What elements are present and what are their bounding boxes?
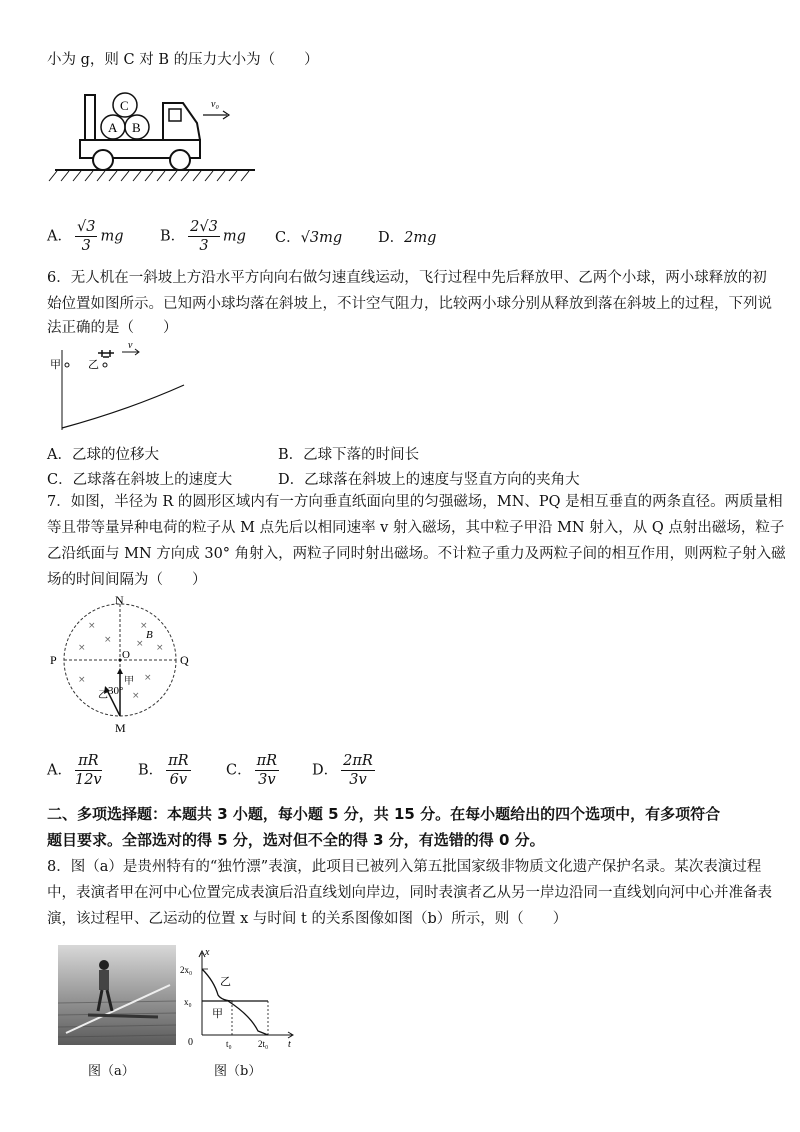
q8-stem-line-1: 8．图（a）是贵州特有的“独竹漂”表演，此项目已被列入第五批国家级非物质文化遗产保护名录。某次表演过程 [47, 859, 762, 875]
q5-stem-tail: 小为 g，则 C 对 B 的压力大小为（ ） [47, 52, 319, 68]
q6-option-d[interactable]: D．乙球落在斜坡上的速度与竖直方向的夹角大 [278, 472, 580, 488]
q8-position-time-graph [178, 945, 298, 1050]
ball-a-label: A [108, 120, 118, 135]
q7-magnetic-field-figure [48, 593, 208, 738]
figure-a-caption: 图（a） [88, 1064, 135, 1079]
ball-b-label: B [132, 120, 141, 135]
q7-stem-line-1: 7．如图，半径为 R 的圆形区域内有一方向垂直纸面向里的匀强磁场，MN、PQ 是相互垂直的两条直径。两质量相 [47, 494, 783, 510]
drone-velocity-label: v [128, 340, 133, 351]
svg-text:×: × [132, 691, 140, 701]
graph-origin-label: 0 [188, 1037, 193, 1048]
point-n-label: N [115, 593, 124, 607]
point-m-label: M [115, 721, 126, 735]
q5-truck-figure [55, 85, 255, 185]
q5-option-d[interactable]: D．2mg [378, 230, 437, 246]
field-b-label: B [146, 629, 153, 641]
velocity-label: v₀ [211, 99, 219, 110]
svg-text:×: × [88, 621, 96, 631]
q6-option-b[interactable]: B．乙球下落的时间长 [278, 447, 420, 463]
q6-stem-line-2: 始位置如图所示。已知两小球均落在斜坡上，不计空气阻力，比较两小球分别从释放到落在斜坡上的过程，下列说 [47, 296, 772, 312]
q5-option-c[interactable]: C．√3mg [275, 230, 343, 246]
q7-option-b[interactable]: B． $\frac{\pi R}{6v}$ [138, 753, 189, 788]
svg-text:×: × [156, 643, 164, 653]
graph-t1-label: t₀ [226, 1039, 232, 1049]
svg-text:×: × [78, 675, 86, 685]
q6-stem-line-1: 6．无人机在一斜坡上方沿水平方向向右做匀速直线运动，飞行过程中先后释放甲、乙两个小球，两小球释放的初 [47, 270, 767, 286]
ball-yi-label: 乙 [88, 358, 99, 371]
q7-option-a[interactable]: A． $\frac{\pi R}{12v}$ [47, 753, 102, 788]
q6-option-c[interactable]: C．乙球落在斜坡上的速度大 [47, 472, 233, 488]
angle-label: 30° [108, 685, 124, 697]
graph-t2-label: 2t₀ [258, 1039, 269, 1049]
graph-y-axis-label: x [205, 947, 210, 958]
figure-b-caption: 图（b） [214, 1064, 262, 1079]
curve-yi-label: 乙 [220, 975, 231, 988]
svg-text:×: × [140, 621, 148, 631]
ball-c-label: C [120, 98, 129, 113]
svg-text:×: × [136, 639, 144, 649]
q7-option-d[interactable]: D． $\frac{2\pi R}{3v}$ [312, 753, 373, 788]
svg-text:×: × [144, 673, 152, 683]
particle-jia-label: 甲 [124, 676, 134, 687]
q7-option-c[interactable]: C． $\frac{\pi R}{3v}$ [226, 753, 278, 788]
section2-heading-line-2: 题目要求。全部选对的得 5 分，选对但不全的得 3 分，有选错的得 0 分。 [47, 831, 545, 849]
q7-stem-line-2: 等且带等量异种电荷的粒子从 M 点先后以相同速率 v 射入磁场，其中粒子甲沿 MN 射入，从 Q 点射出磁场，粒子 [47, 520, 785, 536]
q6-stem-line-3: 法正确的是（ ） [47, 320, 178, 336]
q8-stem-line-3: 演，该过程甲、乙运动的位置 x 与时间 t 的关系图像如图（b）所示，则（ ） [47, 911, 568, 927]
q7-stem-line-3: 乙沿纸面与 MN 方向成 30° 角射入，两粒子同时射出磁场。不计粒子重力及两粒子间的相互作用，则两粒子射入磁 [47, 546, 786, 562]
graph-y-mid-label: x₀ [184, 997, 192, 1007]
particle-yi-label: 乙 [98, 690, 108, 701]
q7-stem-line-4: 场的时间间隔为（ ） [47, 572, 207, 588]
graph-y-top-label: 2x₀ [180, 965, 193, 975]
q6-slope-figure [48, 340, 198, 435]
graph-x-axis-label: t [288, 1039, 291, 1050]
q8-stem-line-2: 中，表演者甲在河中心位置完成表演后沿直线划向岸边，同时表演者乙从另一岸边沿同一直线划向河中心并准备表 [47, 885, 772, 901]
q6-option-a[interactable]: A．乙球的位移大 [47, 447, 159, 463]
point-o-label: O [122, 649, 130, 661]
svg-text:×: × [104, 635, 112, 645]
svg-text:×: × [78, 643, 86, 653]
section2-heading-line-1: 二、多项选择题：本题共 3 小题，每小题 5 分，共 15 分。在每小题给出的四个选项中，有多项符合 [47, 805, 721, 823]
drone-icon [98, 350, 114, 357]
curve-jia-label: 甲 [212, 1007, 223, 1020]
q5-option-a[interactable]: A． $\frac{√3}{3}$ mg [47, 219, 124, 254]
curve-yi [202, 969, 268, 1001]
q5-option-b[interactable]: B． $\frac{2√3}{3}$ mg [160, 219, 246, 254]
point-q-label: Q [180, 653, 189, 667]
q8-photo-figure-a [58, 945, 176, 1045]
ball-jia-label: 甲 [50, 358, 61, 371]
point-p-label: P [50, 653, 57, 667]
